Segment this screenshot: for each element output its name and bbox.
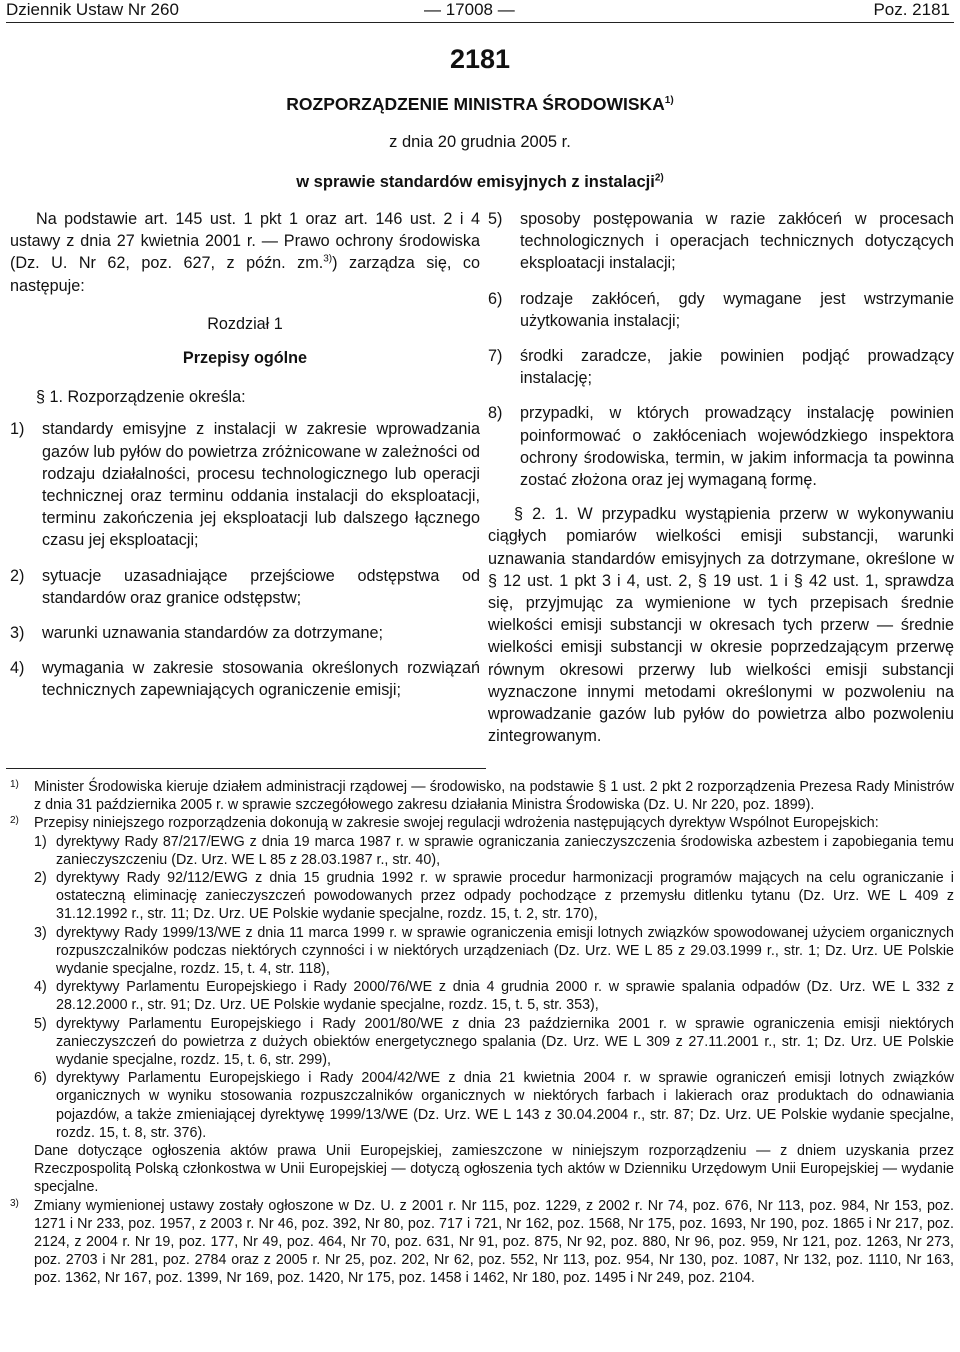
directive-number: 3) [34,924,47,941]
directive-number: 2) [34,870,47,887]
list-item [488,208,954,275]
list-item [488,402,954,491]
directive-text: dyrektywy Rady 1999/13/WE z dnia 11 marca 1999 r. w sprawie ograniczenia emisji lotnych związków spowodowanej użyciem organicznych rozpuszczalników podczas niektórych czynności i w niektórych urządzeniach (Dz. Urz. WE L 85 z 29.03.1999 r., str. 1; Dz. Urz. UE Polskie wydanie specjalne, rozdz. 15, t. 4, str. 118), [56,924,954,978]
act-date: z dnia 20 grudnia 2005 r. [389,133,571,151]
directive-item [34,869,954,924]
list-item-text: środki zaradcze, jakie powinien podjąć prowadzący instalację; [520,347,954,388]
directive-number: 1) [34,833,47,850]
directive-text: dyrektywy Parlamentu Europejskiego i Rady 2001/80/WE z dnia 23 października 2001 r. w sprawie ograniczenia emisji niektórych zanieczyszczeń do powietrza z dużych obiektów energetycznego spalania (Dz. Urz. WE L 309 z 27.11.2001 r., str. 1; Dz. Urz. UE Polskie wydanie specjalne, rozdz. 15, t. 6, str. 299), [56,1015,954,1069]
list-item-number: 1) [10,420,25,439]
footnote-ref-3[interactable]: 3) [323,254,333,266]
list-item [10,657,480,701]
directive-text: dyrektywy Parlamentu Europejskiego i Rady 2000/76/WE z dnia 4 grudnia 2000 r. w sprawie spalania odpadów (Dz. Urz. WE L 332 z 28.12.2000 r., str. 91; Dz. Urz. UE Polskie wydanie specjalne, rozdz. 15, t. 5, str. 353), [56,979,954,1014]
footnote-2 [10,814,954,1196]
list-item-number: 5) [488,210,503,228]
paragraph-1-lead: § 1. Rozporządzenie określa: [36,388,246,407]
list-item-number: 8) [488,404,503,423]
list-item-number: 7) [488,347,503,366]
list-item-number: 3) [10,624,25,643]
directive-item [34,833,954,869]
list-item [488,345,954,389]
preamble-text: Na podstawie art. 145 ust. 1 pkt 1 oraz art. 146 ust. 2 i 4 ustawy z dnia 27 kwietnia 2001 r. — Prawo ochrony środowiska (Dz. U. Nr 62, poz. 627, z późn. zm. [10,210,480,273]
chapter-heading: Rozdział 1 [207,314,283,333]
footnote-ref-2[interactable]: 2) [654,172,664,184]
position-number: Poz. 2181 [873,0,950,19]
right-column [488,208,954,747]
list-item-text: warunki uznawania standardów za dotrzymane; [42,624,384,643]
left-column [10,208,480,702]
footnote-text: Przepisy niniejszego rozporządzenia dokonują w zakresie swojej regulacji wdrożenia następujących dyrektyw Wspólnot Europejskich: [34,815,879,832]
list-item [488,288,954,332]
running-header [0,0,960,20]
directive-text: dyrektywy Parlamentu Europejskiego i Rady 2004/42/WE z dnia 21 kwietnia 2004 r. w sprawie ograniczeń emisji lotnych związków organicznych w wyniku stosowania rozpuszczalników organicznych w niektórych farbach i lakierach oraz produktach do odnawiania pojazdów, a także zmieniającej dyrektywę 1999/13/WE (Dz. Urz. WE L 143 z 30.04.2004 r., str. 87; Dz. Urz. UE Polskie wydanie specjalne, rozdz. 15, t. 8, str. 376). [56,1070,954,1141]
act-number: 2181 [449,44,511,74]
footnote-tail: Dane dotyczące ogłoszenia aktów prawa Unii Europejskiej, zamieszczone w niniejszym rozporządzeniu — z dniem uzyskania przez Rzeczpospolitą Polską członkostwa w Unii Europejskiej — dotyczą ogłoszenia tych aktów w Dzienniku Urzędowym Unii Europejskiej — wydanie specjalne. [34,1143,954,1196]
act-subject [0,173,960,192]
footnotes [10,778,954,1288]
footnote-marker: 1) [10,779,19,790]
directive-number: 5) [34,1015,47,1032]
directive-number: 6) [34,1070,47,1087]
act-title-text: ROZPORZĄDZENIE MINISTRA ŚRODOWISKA [286,94,665,114]
footnote-rule [6,768,486,769]
directive-item [34,978,954,1014]
preamble-end: ) zarządza się, co następuje: [10,254,480,295]
footnote-text: Zmiany wymienionej ustawy zostały ogłoszone w Dz. U. z 2001 r. Nr 115, poz. 1229, z 2002 r. Nr 74, poz. 676, Nr 113, poz. 984, Nr 153, poz. 1271 i Nr 233, poz. 1957, z 2003 r. Nr 46, poz. 392, Nr 80, poz. 717 i 721, Nr 162, poz. 1568, Nr 175, poz. 1693, Nr 190, poz. 1865 i Nr 217, poz. 2124, z 2004 r. Nr 19, poz. 177, Nr 49, poz. 464, Nr 70, poz. 631, Nr 91, poz. 875, Nr 92, poz. 880, Nr 96, poz. 959, Nr 121, poz. 1263, Nr 273, poz. 2703 i Nr 281, poz. 2784 oraz z 2005 r. Nr 25, poz. 202, Nr 62, poz. 552, Nr 113, poz. 954, Nr 130, poz. 1087, Nr 132, poz. 1110, Nr 163, poz. 1362, Nr 167, poz. 1399, Nr 169, poz. 1420, Nr 175, poz. 1458 i 1462, Nr 180, poz. 1495 i Nr 249, poz. 2104. [34,1197,954,1287]
list-item [10,418,480,551]
list-item-text: rodzaje zakłóceń, gdy wymagane jest wstrzymanie użytkowania instalacji; [520,289,954,330]
list-item-text: sytuacje uzasadniające przejściowe odstępstwa od standardów oraz granice odstępstw; [42,566,480,607]
list-item-text: standardy emisyjne z instalacji w zakresie wprowadzania gazów lub pyłów do powietrza zróżnicowane w zależności od rodzaju działalności, procesu technologicznego lub operacji technicznej oraz terminu oddania instalacji do eksploatacji, terminu zakończenia jej eksploatacji lub dalszego łącznego czasu jej eksploatacji; [42,420,480,550]
footnote-3 [10,1197,954,1288]
chapter-title: Przepisy ogólne [182,349,308,368]
list-item-number: 2) [10,566,25,585]
footnote-marker: 3) [10,1197,19,1209]
directive-item [34,1069,954,1142]
directive-number: 4) [34,979,47,996]
list-item-text: sposoby postępowania w razie zakłóceń w procesach technologicznych i operacjach technicznych dotyczących eksploatacji instalacji; [520,210,954,273]
preamble [10,208,480,297]
footnote-body [34,814,954,1196]
act-subject-text: w sprawie standardów emisyjnych z instalacji [296,173,655,191]
list-item-number: 4) [10,659,25,678]
directive-text: dyrektywy Rady 92/112/EWG z dnia 15 grudnia 1992 r. w sprawie procedur harmonizacji programów mających na celu ograniczanie i ostateczną eliminację zanieczyszczeń powodowanych przez odpady pochodzące z przemysłu ditlenku tytanu (Dz. Urz. WE L 409 z 31.12.1992 r., str. 11; Dz. Urz. UE Polskie wydanie specjalne, rozdz. 15, t. 2, str. 170), [56,870,954,923]
footnote-text: Minister Środowiska kieruje działem administracji rządowej — środowisko, na podstawie § 1 ust. 2 pkt 2 rozporządzenia Prezesa Rady Ministrów z dnia 31 października 2005 r. w sprawie szczegółowego zakresu działania Ministra Środowiska (Dz. U. Nr 220, poz. 1899). [34,779,954,814]
directive-item [34,1015,954,1070]
footnote-1 [10,778,954,814]
directive-item [34,924,954,979]
paragraph-2: § 2. 1. W przypadku wystąpienia przerw w wykonywaniu ciągłych pomiarów wielkości emisji substancji, warunki uznawania standardów emisyjnych za dotrzymane, określone w § 12 ust. 1 pkt 3 i 4, ust. 2, § 19 ust. 1 i § 42 ust. 1, sprawdza się, przyjmując za wymienione w tych przepisach średnie wielkości emisji substancji w okresach tych przerw — średnie wielkości emisji substancji w okresie poprzedzającym przerwę równym okresowi przerwy lub wielkości emisji substancji wyznaczone innymi metodami określonymi w pozwoleniu na wprowadzanie gazów lub pyłów do powietrza albo pozwoleniu zintegrowanym. [488,505,954,746]
journal-name: Dziennik Ustaw Nr 260 [6,0,179,19]
list-item-number: 6) [488,289,503,308]
list-item-text: przypadki, w których prowadzący instalację powinien poinformować o zakłóceniach wojewódzkiego inspektora ochrony środowiska, termin, w jakim informacja ta powinna zostać złożona oraz jej wymaganą formę. [520,404,954,490]
list-item [10,622,480,644]
list-item-text: wymagania w zakresie stosowania określonych rozwiązań technicznych zapewniających ograniczenie emisji; [42,659,480,700]
page-number: — 17008 — [424,0,515,19]
list-item [10,565,480,609]
header-rule [6,22,954,23]
act-title [0,94,960,115]
directive-text: dyrektywy Rady 87/217/EWG z dnia 19 marca 1987 r. w sprawie ograniczania zanieczyszczenia środowiska azbestem i zapobiegania temu zanieczyszczeniu (Dz. Urz. WE L 85 z 28.03.1987 r., str. 40), [56,833,954,868]
footnote-ref-1[interactable]: 1) [664,95,674,107]
footnote-marker: 2) [10,815,19,827]
